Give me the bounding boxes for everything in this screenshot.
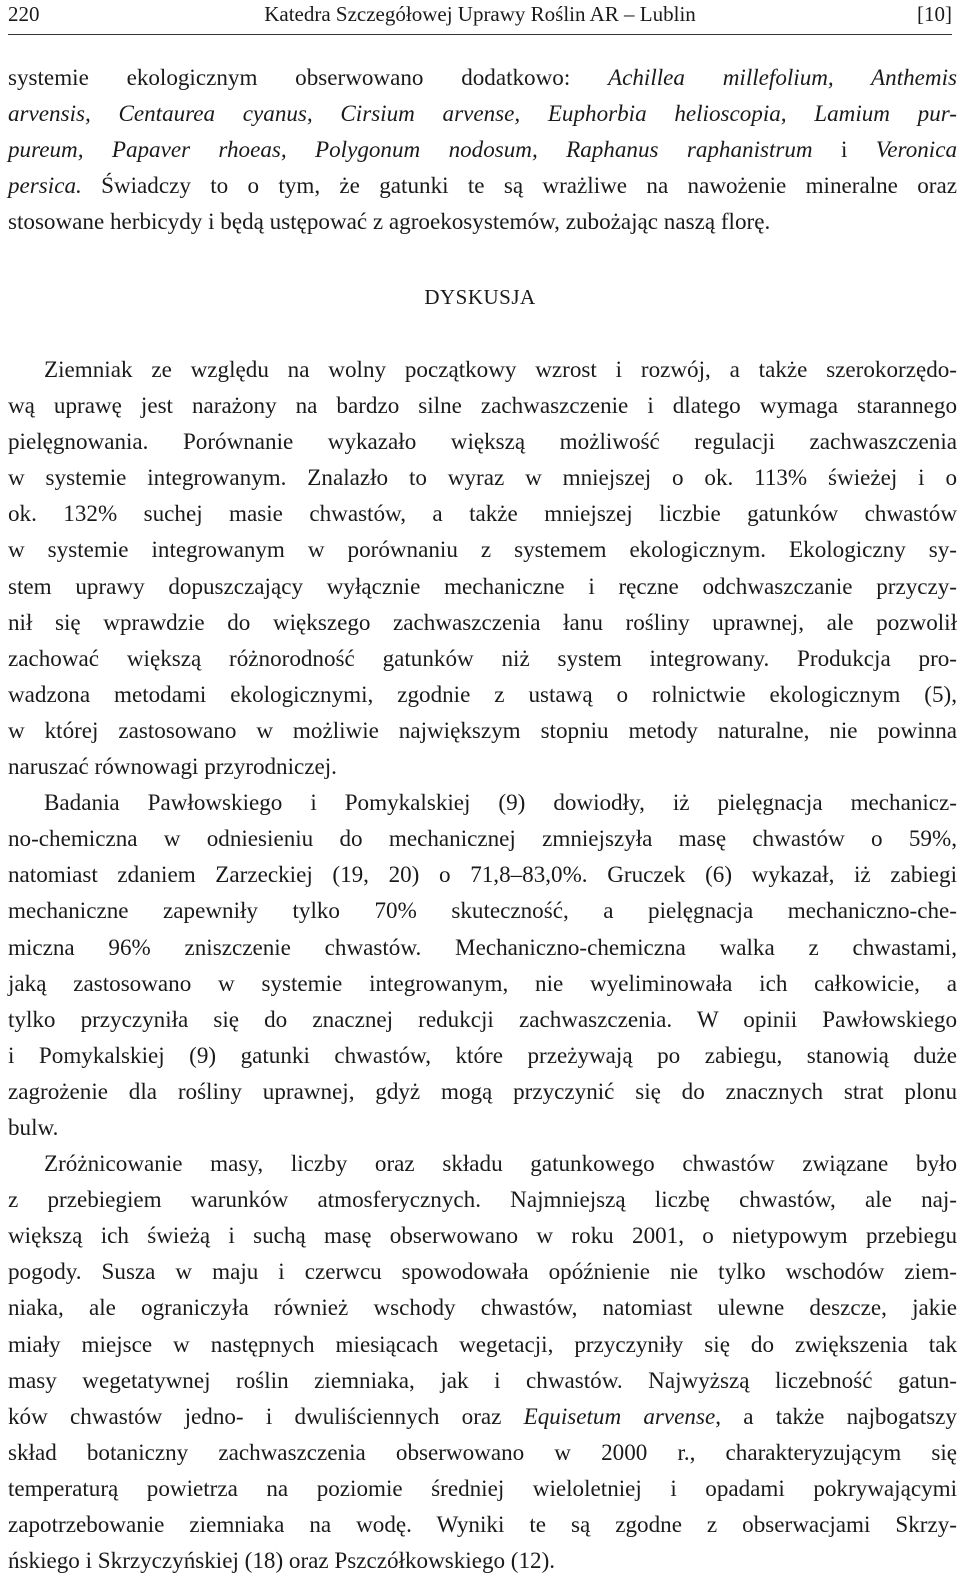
text-line [8,1506,957,1542]
text-segment: ok. 132% suchej masie chwastów, a także mniejszej liczbie gatunków chwastów [8,500,957,527]
text-segment: Badania Pawłowskiego i Pomykalskiej (9) dowiodły, iż pielęgnacja mechanicz- [44,789,957,816]
text-line [8,1398,957,1434]
text-line [8,676,957,712]
text-line [8,1253,957,1289]
text-line [8,1289,957,1325]
text-segment: , a także najbogatszy [715,1402,957,1429]
text-segment: miały miejsce w następnych miesiącach wegetacji, przyczyniły się do zwiększenia tak [8,1330,957,1357]
text-line [8,604,957,640]
text-line [8,1217,957,1253]
paragraph [8,59,957,239]
text-line [8,784,957,820]
text-segment: pielęgnowania. Porównanie wykazało większą możliwość regulacji zachwaszczenia [8,428,957,455]
italic-text: Achillea millefolium, Anthemis [608,64,957,90]
italic-text: Equisetum arvense [523,1402,716,1429]
text-segment: i [812,136,876,163]
text-segment: zachować większą różnorodność gatunków niż system integrowany. Produkcja pro- [8,644,957,671]
text-line [8,640,957,676]
text-line [8,1073,957,1109]
text-segment: mechaniczne zapewniły tylko 70% skuteczność, a pielęgnacja mechaniczno-che- [8,897,957,924]
text-segment: stem uprawy dopuszczający wyłącznie mechaniczne i ręczne odchwaszczanie przyczy- [8,572,957,599]
text-line [8,1001,957,1037]
text-segment: stosowane herbicydy i będą ustępować z agroekosystemów, zubożając naszą florę. [8,208,771,235]
text-segment: miczna 96% zniszczenie chwastów. Mechaniczno-chemiczna walka z chwastami, [8,933,957,960]
text-line [8,1181,957,1217]
text-segment: ńskiego i Skrzyczyńskiej (18) oraz Pszczółkowskiego (12). [8,1547,556,1574]
text-line [8,820,957,856]
text-segment: większą ich świeżą i suchą masę obserwowano w roku 2001, o nietypowym przebiegu [8,1222,957,1249]
text-segment: niaka, ale ograniczyła również wschody chwastów, natomiast ulewne deszcze, jakie [8,1294,957,1321]
italic-text: pureum, Papaver rhoeas, Polygonum nodosum, Raphanus raphanistrum [8,136,813,163]
text-line [8,203,957,239]
text-segment: w systemie integrowanym w porównaniu z systemem ekologicznym. Ekologiczny sy- [8,536,957,563]
text-segment: masy wegetatywnej roślin ziemniaka, jak i chwastów. Najwyższą liczebność gatun- [8,1366,957,1393]
text-line [8,929,957,965]
text-segment: zapotrzebowanie ziemniaka na wodę. Wyniki te są zgodne z obserwacjami Skrzy- [8,1511,957,1537]
text-line [8,712,957,748]
text-segment: w której zastosowano w możliwie największym stopniu metody naturalne, nie powinna [8,716,957,743]
paragraph [8,1145,957,1578]
text-line [8,1542,957,1578]
text-line [8,423,957,459]
text-line [8,351,957,387]
running-title: Katedra Szczegółowej Uprawy Roślin AR – Lublin [264,2,696,26]
text-segment: pogody. Susza w maju i czerwcu spowodowała opóźnienie nie tylko wschodów ziem- [8,1258,957,1285]
paragraph [8,351,957,784]
text-segment: temperaturą powietrza na poziomie średniej wieloletniej i opadami pokrywającymi [8,1474,957,1501]
text-segment: w systemie integrowanym. Znalazło to wyraz w mniejszej o ok. 113% świeżej i o [8,464,957,491]
text-line [8,167,957,203]
text-line [8,531,957,567]
text-line [8,892,957,928]
text-line [8,1145,957,1181]
italic-text: Veronica [875,136,957,163]
text-line [8,1362,957,1398]
text-line [8,131,957,167]
text-line [8,1434,957,1470]
section-heading: DYSKUSJA [424,285,536,309]
text-segment: bulw. [8,1113,59,1140]
text-line [8,856,957,892]
text-segment: no-chemiczna w odniesieniu do mechanicznej zmniejszyła masę chwastów o 59%, [8,825,957,852]
text-line [8,387,957,423]
paragraph [8,784,957,1145]
text-line [8,965,957,1001]
text-segment: wą uprawę jest narażony na bardzo silne zachwaszczenie i dlatego wymaga starannego [8,392,957,419]
italic-text: arvensis, Centaurea cyanus, Cirsium arvense, Euphorbia helioscopia, Lamium pur- [8,100,957,127]
text-segment: i Pomykalskiej (9) gatunki chwastów, które przeżywają po zabiegu, stanowią duże [8,1041,957,1068]
text-segment: zagrożenie dla rośliny uprawnej, gdyż mogą przyczynić się do znacznych strat plonu [8,1077,957,1104]
text-line [8,95,957,131]
text-line [8,1037,957,1073]
text-line [8,1109,957,1145]
text-segment: jaką zastosowano w systemie integrowanym, nie wyeliminowała ich całkowicie, a [8,969,957,996]
text-line [8,1326,957,1362]
article-number: [10] [917,2,952,26]
running-header [8,0,952,35]
text-segment: Ziemniak ze względu na wolny początkowy wzrost i rozwój, a także szerokorzędo- [44,356,957,382]
text-segment: z przebiegiem warunków atmosferycznych. Najmniejszą liczbę chwastów, ale naj- [8,1186,957,1213]
page-number: 220 [8,2,40,26]
italic-text: persica. [8,172,82,199]
text-segment: natomiast zdaniem Zarzeckiej (19, 20) o 71,8–83,0%. Gruczek (6) wykazał, iż zabiegi [8,861,957,888]
text-line [8,1470,957,1506]
text-segment: ków chwastów jedno- i dwuliściennych oraz [8,1402,524,1429]
intro-paragraph [8,59,957,239]
text-segment: systemie ekologicznym obserwowano dodatkowo: [8,64,609,90]
text-line [8,459,957,495]
text-line [8,748,957,784]
text-line [8,568,957,604]
text-segment: Zróżnicowanie masy, liczby oraz składu gatunkowego chwastów związane było [44,1150,957,1177]
text-line [8,495,957,531]
text-segment: skład botaniczny zachwaszczenia obserwowano w 2000 r., charakteryzującym się [8,1438,957,1465]
text-segment: Świadczy to o tym, że gatunki te są wrażliwe na nawożenie mineralne oraz [81,172,957,199]
discussion-body [8,351,957,1578]
text-segment: naruszać równowagi przyrodniczej. [8,753,337,780]
text-segment: nił się wprawdzie do większego zachwaszczenia łanu rośliny uprawnej, ale pozwolił [8,608,957,635]
text-segment: wadzona metodami ekologicznymi, zgodnie z ustawą o rolnictwie ekologicznym (5), [8,680,957,707]
text-segment: tylko przyczyniła się do znacznej redukcji zachwaszczenia. W opinii Pawłowskiego [8,1005,957,1032]
text-line [8,59,957,95]
